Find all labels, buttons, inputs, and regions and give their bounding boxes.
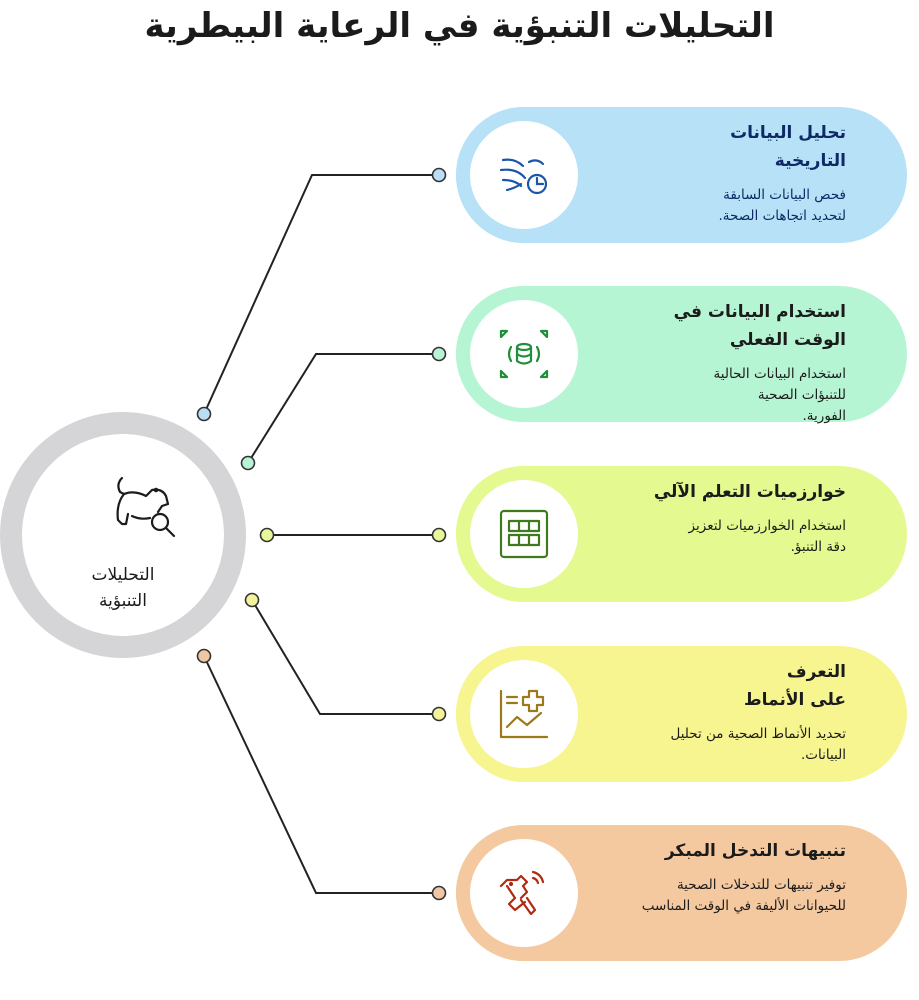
item-description: فحص البيانات السابقة لتحديد اتجاهات الصحة.	[718, 187, 846, 224]
item-realtime-data	[456, 286, 907, 422]
connector-line-2	[248, 354, 439, 463]
item-historical-data	[456, 107, 907, 243]
connector-dot-1-end	[433, 169, 446, 182]
connector-dot-3-start	[261, 529, 274, 542]
item-description: توفير تنبيهات للتدخلات الصحية للحيوانات الأليفة في الوقت المناسب	[641, 877, 846, 914]
item-title: التعرف على الأنماط	[744, 662, 846, 710]
item-description: استخدام الخوارزميات لتعزيز دقة التنبؤ.	[688, 518, 846, 555]
hub-label-line-2: التنبؤية	[99, 591, 147, 611]
item-title: تنبيهات التدخل المبكر	[664, 841, 846, 861]
hub-label	[22, 562, 224, 614]
database-expand-icon	[497, 327, 551, 381]
item-icon-circle	[456, 825, 592, 961]
medical-chart-icon	[497, 687, 551, 741]
connector-dot-5-end	[433, 887, 446, 900]
connector-dot-2-start	[242, 457, 255, 470]
connector-dot-5-start	[198, 650, 211, 663]
dog-search-icon	[102, 470, 178, 546]
item-title: استخدام البيانات في الوقت الفعلي	[673, 302, 846, 350]
wind-chart-icon	[497, 148, 551, 202]
connector-dot-4-start	[246, 594, 259, 607]
item-title: تحليل البيانات التاريخية	[730, 123, 846, 171]
item-pattern-recognition	[456, 646, 907, 782]
hub-label-line-1: التحليلات	[91, 565, 155, 585]
item-title: خوارزميات التعلم الآلي	[653, 482, 846, 502]
item-description: استخدام البيانات الحالية للتنبؤات الصحية الفورية.	[713, 366, 846, 424]
item-description: تحديد الأنماط الصحية من تحليل البيانات.	[670, 726, 846, 763]
hub-circle	[0, 412, 246, 658]
connector-dot-3-end	[433, 529, 446, 542]
connector-dot-4-end	[433, 708, 446, 721]
item-icon-circle	[456, 646, 592, 782]
item-icon-circle	[456, 107, 592, 243]
item-icon-circle	[456, 466, 592, 602]
dog-alert-icon	[497, 866, 551, 920]
page-title: التحليلات التنبؤية في الرعاية البيطرية	[144, 6, 775, 46]
connector-dot-2-end	[433, 348, 446, 361]
connector-line-5	[204, 656, 439, 893]
connector-line-1	[204, 175, 439, 414]
connector-dot-1-start	[198, 408, 211, 421]
connector-line-4	[252, 600, 439, 714]
grid-table-icon	[497, 507, 551, 561]
item-early-alerts	[456, 825, 907, 961]
item-ml-algorithms	[456, 466, 907, 602]
item-icon-circle	[456, 286, 592, 422]
